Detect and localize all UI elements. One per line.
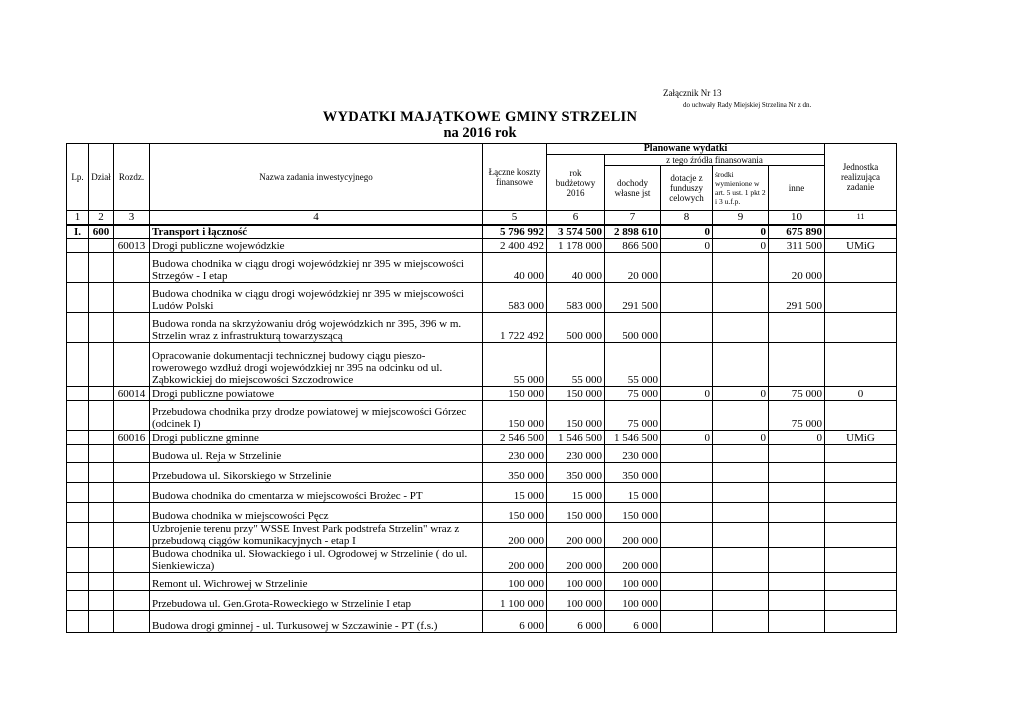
table-row [67,283,897,313]
cell-rok: 150 000 [547,503,605,523]
cell-srodki [713,573,769,591]
cell-rozdz [114,573,150,591]
column-number: 1 [67,211,89,225]
cell-dotacje [661,573,713,591]
cell-laczne: 583 000 [483,283,547,313]
table-row [67,225,897,239]
cell-rok: 55 000 [547,343,605,387]
cell-dotacje [661,283,713,313]
cell-dzial [89,431,114,445]
cell-rok: 100 000 [547,573,605,591]
cell-srodki [713,548,769,573]
cell-lp [67,343,89,387]
cell-lp [67,591,89,611]
cell-lp [67,313,89,343]
cell-rok: 150 000 [547,387,605,401]
cell-dochody: 291 500 [605,283,661,313]
cell-dochody: 100 000 [605,573,661,591]
table-row [67,445,897,463]
cell-rozdz [114,611,150,633]
cell-jednostka: UMiG [825,239,897,253]
cell-inne [769,343,825,387]
cell-srodki [713,591,769,611]
cell-dzial [89,253,114,283]
table-row [67,483,897,503]
cell-jednostka [825,253,897,283]
table-row [67,343,897,387]
cell-srodki [713,523,769,548]
cell-srodki [713,463,769,483]
cell-rok: 1 546 500 [547,431,605,445]
cell-rozdz [114,445,150,463]
col-header-planowane: Planowane wydatki [547,144,825,155]
cell-jednostka [825,313,897,343]
cell-rok: 583 000 [547,283,605,313]
cell-laczne: 150 000 [483,503,547,523]
cell-laczne: 1 722 492 [483,313,547,343]
cell-laczne: 6 000 [483,611,547,633]
table-row [67,548,897,573]
table-row [67,591,897,611]
cell-rok: 200 000 [547,548,605,573]
table-row [67,523,897,548]
cell-nazwa: Przebudowa ul. Gen.Grota-Roweckiego w Strzelinie I etap [150,591,483,611]
cell-dochody: 75 000 [605,387,661,401]
cell-inne: 75 000 [769,387,825,401]
cell-inne: 20 000 [769,253,825,283]
table-row [67,431,897,445]
cell-lp [67,445,89,463]
cell-dotacje [661,313,713,343]
cell-nazwa: Budowa ronda na skrzyżowaniu dróg wojewódzkich nr 395, 396 w m. Strzelin wraz z infrastrukturą towarzyszącą [150,313,483,343]
col-header-laczne: Łączne koszty finansowe [483,144,547,211]
cell-jednostka [825,573,897,591]
col-header-dochody: dochody własne jst [605,166,661,211]
cell-laczne: 100 000 [483,573,547,591]
cell-nazwa: Uzbrojenie terenu przy" WSSE Invest Park podstrefa Strzelin" wraz z przebudową ciągów komunikacyjnych - etap I [150,523,483,548]
cell-nazwa: Drogi publiczne powiatowe [150,387,483,401]
cell-srodki [713,483,769,503]
cell-dotacje [661,253,713,283]
cell-srodki [713,253,769,283]
cell-srodki: 0 [713,431,769,445]
cell-rozdz [114,343,150,387]
cell-rok: 500 000 [547,313,605,343]
cell-nazwa: Drogi publiczne gminne [150,431,483,445]
cell-jednostka [825,463,897,483]
column-number: 3 [114,211,150,225]
cell-dotacje [661,591,713,611]
cell-dzial [89,503,114,523]
cell-rok: 230 000 [547,445,605,463]
cell-inne [769,523,825,548]
cell-rozdz: 60014 [114,387,150,401]
cell-lp [67,573,89,591]
cell-dzial [89,463,114,483]
cell-inne: 0 [769,431,825,445]
cell-srodki: 0 [713,387,769,401]
column-number: 2 [89,211,114,225]
cell-nazwa: Budowa drogi gminnej - ul. Turkusowej w Szczawinie - PT (f.s.) [150,611,483,633]
cell-dochody: 20 000 [605,253,661,283]
cell-dochody: 100 000 [605,591,661,611]
cell-dochody: 230 000 [605,445,661,463]
cell-laczne: 200 000 [483,523,547,548]
cell-jednostka [825,401,897,431]
table-row [67,401,897,431]
cell-laczne: 15 000 [483,483,547,503]
cell-inne [769,503,825,523]
table-row [67,239,897,253]
cell-jednostka [825,591,897,611]
cell-inne [769,591,825,611]
cell-nazwa: Przebudowa ul. Sikorskiego w Strzelinie [150,463,483,483]
column-number: 9 [713,211,769,225]
cell-jednostka: UMiG [825,431,897,445]
cell-dochody: 866 500 [605,239,661,253]
cell-dzial [89,573,114,591]
cell-lp [67,611,89,633]
cell-jednostka [825,503,897,523]
cell-dochody: 200 000 [605,523,661,548]
expenditure-table [66,143,897,633]
cell-laczne: 230 000 [483,445,547,463]
cell-rok: 150 000 [547,401,605,431]
cell-dotacje: 0 [661,387,713,401]
resolution-reference: do uchwały Rady Miejskiej Strzelina Nr z dn. [683,101,812,109]
cell-inne: 311 500 [769,239,825,253]
cell-dochody: 200 000 [605,548,661,573]
cell-rok: 200 000 [547,523,605,548]
cell-laczne: 350 000 [483,463,547,483]
cell-nazwa: Budowa chodnika w ciągu drogi wojewódzkiej nr 395 w miejscowości Strzegów - I etap [150,253,483,283]
cell-laczne: 150 000 [483,401,547,431]
cell-dochody: 1 546 500 [605,431,661,445]
cell-srodki [713,343,769,387]
cell-dochody: 75 000 [605,401,661,431]
cell-dotacje [661,611,713,633]
cell-dzial [89,548,114,573]
cell-inne [769,445,825,463]
cell-lp [67,283,89,313]
cell-jednostka [825,283,897,313]
col-header-z-tego: z tego źródła finansowania [605,155,825,166]
table-row [67,387,897,401]
attachment-number: Załącznik Nr 13 [663,88,722,98]
cell-dzial [89,387,114,401]
cell-dochody: 15 000 [605,483,661,503]
cell-srodki [713,503,769,523]
cell-lp [67,523,89,548]
cell-rozdz: 60013 [114,239,150,253]
cell-dotacje [661,483,713,503]
cell-laczne: 1 100 000 [483,591,547,611]
cell-rozdz [114,591,150,611]
cell-rok: 350 000 [547,463,605,483]
cell-lp [67,387,89,401]
cell-nazwa: Budowa chodnika w miejscowości Pęcz [150,503,483,523]
cell-jednostka [825,225,897,239]
cell-lp [67,463,89,483]
cell-jednostka: 0 [825,387,897,401]
cell-rozdz: 60016 [114,431,150,445]
cell-rozdz [114,463,150,483]
cell-dzial [89,445,114,463]
cell-dotacje [661,523,713,548]
cell-rok: 6 000 [547,611,605,633]
cell-laczne: 2 546 500 [483,431,547,445]
col-header-nazwa: Nazwa zadania inwestycyjnego [150,144,483,211]
cell-laczne: 40 000 [483,253,547,283]
cell-inne [769,573,825,591]
cell-dochody: 6 000 [605,611,661,633]
cell-lp [67,239,89,253]
cell-lp [67,431,89,445]
cell-srodki [713,611,769,633]
cell-dotacje [661,445,713,463]
col-header-lp: Lp. [67,144,89,211]
col-header-rozdz: Rozdz. [114,144,150,211]
col-header-dzial: Dział [89,144,114,211]
cell-dochody: 55 000 [605,343,661,387]
cell-inne [769,313,825,343]
cell-nazwa: Budowa chodnika w ciągu drogi wojewódzkiej nr 395 w miejscowości Ludów Polski [150,283,483,313]
table-row [67,463,897,483]
column-numbers-row [67,211,897,225]
cell-jednostka [825,343,897,387]
cell-dochody: 350 000 [605,463,661,483]
cell-nazwa: Remont ul. Wichrowej w Strzelinie [150,573,483,591]
cell-jednostka [825,445,897,463]
cell-lp [67,401,89,431]
cell-rozdz [114,503,150,523]
cell-srodki: 0 [713,239,769,253]
cell-dzial [89,523,114,548]
cell-inne [769,611,825,633]
column-number: 10 [769,211,825,225]
cell-rok: 3 574 500 [547,225,605,239]
table-row [67,611,897,633]
cell-srodki [713,313,769,343]
cell-rozdz [114,548,150,573]
column-number: 8 [661,211,713,225]
table-row [67,573,897,591]
cell-dotacje [661,401,713,431]
cell-rozdz [114,523,150,548]
page-title: WYDATKI MAJĄTKOWE GMINY STRZELIN [322,109,638,125]
cell-dzial [89,483,114,503]
cell-srodki [713,401,769,431]
cell-dochody: 500 000 [605,313,661,343]
cell-dotacje: 0 [661,225,713,239]
cell-jednostka [825,483,897,503]
cell-nazwa: Budowa ul. Reja w Strzelinie [150,445,483,463]
cell-rok: 100 000 [547,591,605,611]
cell-dzial: 600 [89,225,114,239]
table-row [67,503,897,523]
col-header-rok: rok budżetowy 2016 [547,155,605,211]
cell-inne: 291 500 [769,283,825,313]
table-row [67,313,897,343]
cell-srodki [713,445,769,463]
cell-nazwa: Opracowanie dokumentacji technicznej budowy ciągu pieszo-rowerowego wzdłuż drogi wojewódzkiej nr 395 na odcinku od ul. Ząbkowickiej do miejscowości Szczodrowice [150,343,483,387]
cell-laczne: 2 400 492 [483,239,547,253]
cell-laczne: 200 000 [483,548,547,573]
table-row [67,253,897,283]
cell-dotacje: 0 [661,239,713,253]
cell-nazwa: Przebudowa chodnika przy drodze powiatowej w miejscowości Górzec (odcinek I) [150,401,483,431]
cell-laczne: 55 000 [483,343,547,387]
column-number: 4 [150,211,483,225]
cell-nazwa: Drogi publiczne wojewódzkie [150,239,483,253]
column-number: 5 [483,211,547,225]
cell-rozdz [114,225,150,239]
page-subtitle: na 2016 rok [443,125,517,141]
cell-srodki: 0 [713,225,769,239]
col-header-srodki: środki wymienione w art. 5 ust. 1 pkt 2 i 3 u.f.p. [713,166,769,211]
cell-dotacje [661,343,713,387]
cell-lp [67,548,89,573]
cell-inne: 75 000 [769,401,825,431]
cell-inne [769,463,825,483]
column-number: 7 [605,211,661,225]
cell-dzial [89,239,114,253]
cell-jednostka [825,523,897,548]
cell-rok: 15 000 [547,483,605,503]
cell-laczne: 150 000 [483,387,547,401]
cell-nazwa: Budowa chodnika ul. Słowackiego i ul. Ogrodowej w Strzelinie ( do ul. Sienkiewicza) [150,548,483,573]
cell-inne [769,548,825,573]
cell-nazwa: Transport i łączność [150,225,483,239]
cell-rozdz [114,401,150,431]
cell-nazwa: Budowa chodnika do cmentarza w miejscowości Brożec - PT [150,483,483,503]
cell-dotacje [661,503,713,523]
cell-dzial [89,401,114,431]
cell-dotacje [661,548,713,573]
cell-lp [67,503,89,523]
cell-srodki [713,283,769,313]
col-header-dotacje: dotacje z funduszy celowych [661,166,713,211]
cell-rok: 1 178 000 [547,239,605,253]
column-number: 11 [825,211,897,225]
cell-rozdz [114,253,150,283]
cell-laczne: 5 796 992 [483,225,547,239]
cell-lp [67,483,89,503]
cell-lp [67,253,89,283]
cell-dotacje [661,463,713,483]
cell-dzial [89,283,114,313]
cell-dzial [89,343,114,387]
cell-lp: I. [67,225,89,239]
cell-dochody: 2 898 610 [605,225,661,239]
cell-dotacje: 0 [661,431,713,445]
col-header-inne: inne [769,166,825,211]
cell-inne [769,483,825,503]
column-number: 6 [547,211,605,225]
cell-rozdz [114,283,150,313]
cell-dzial [89,313,114,343]
cell-dzial [89,591,114,611]
cell-dochody: 150 000 [605,503,661,523]
cell-inne: 675 890 [769,225,825,239]
cell-jednostka [825,611,897,633]
col-header-jednostka: Jednostka realizująca zadanie [825,144,897,211]
cell-rozdz [114,313,150,343]
cell-dzial [89,611,114,633]
cell-jednostka [825,548,897,573]
cell-rok: 40 000 [547,253,605,283]
cell-rozdz [114,483,150,503]
